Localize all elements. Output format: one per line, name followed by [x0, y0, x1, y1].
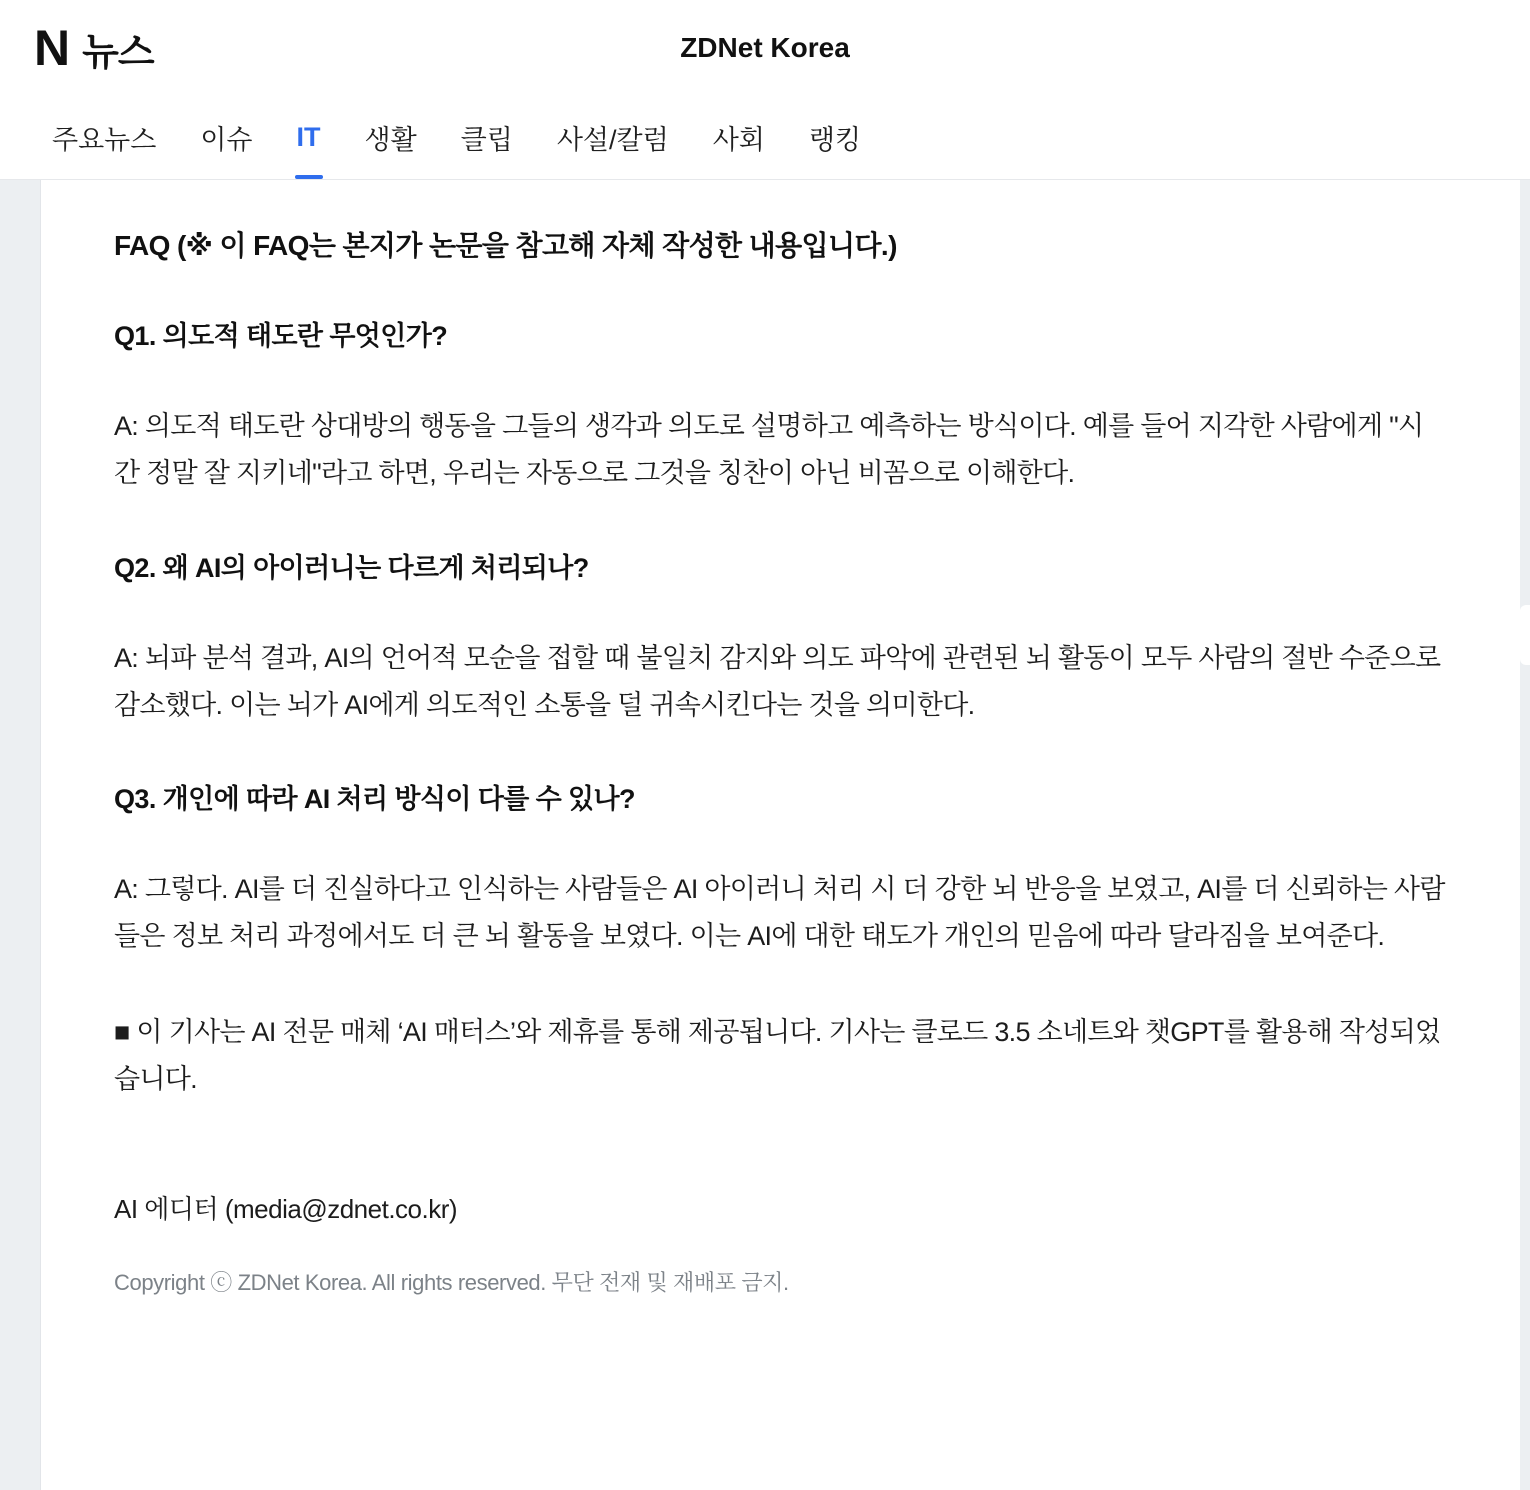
page-edge-notch [1520, 605, 1530, 665]
nav-item-life[interactable]: 생활 [364, 125, 417, 155]
article-partnership-note: ■ 이 기사는 AI 전문 매체 ‘AI 매터스’와 제휴를 통해 제공됩니다. 기사는 클로드 3.5 소네트와 챗GPT를 활용해 작성되었습니다. [114, 1016, 1441, 1094]
page-right-edge [1520, 180, 1530, 1490]
faq-answer-2: A: 뇌파 분석 결과, AI의 언어적 모순을 접할 때 불일치 감지와 의도 파악에 관련된 뇌 활동이 모두 사람의 절반 수준으로 감소했다. 이는 뇌가 AI에게 의도적인 소통을 덜 귀속시킨다는 것을 의미한다. [114, 642, 1441, 720]
nav-item-it[interactable]: IT [275, 96, 343, 179]
faq-question-1: Q1. 의도적 태도란 무엇인가? [114, 321, 448, 351]
naver-logo-icon: N [34, 20, 69, 76]
article-byline: AI 에디터 (media@zdnet.co.kr) [114, 1194, 458, 1224]
article-copyright: Copyright ⓒ ZDNet Korea. All rights reserved. 무단 전재 및 재배포 금지. [114, 1270, 789, 1295]
nav-item-main-news[interactable]: 주요뉴스 [52, 125, 157, 155]
page-content-area [0, 180, 1530, 1490]
press-title: ZDNet Korea [680, 32, 850, 63]
nav-item-ranking[interactable]: 랭킹 [808, 125, 862, 155]
nav-item-issue[interactable]: 이슈 [200, 125, 253, 155]
faq-answer-1: A: 의도적 태도란 상대방의 행동을 그들의 생각과 의도로 설명하고 예측하는 방식이다. 예를 들어 지각한 사람에게 "시간 정말 잘 지키네"라고 하면, 우리는 자동으로 그것을 칭찬이 아닌 비꼼으로 이해한다. [114, 411, 1424, 489]
nav-item-editorial-column[interactable]: 사설/칼럼 [556, 125, 669, 155]
category-nav [0, 96, 1530, 180]
faq-question-3: Q3. 개인에 따라 AI 처리 방식이 다를 수 있나? [114, 784, 635, 814]
faq-question-2: Q2. 왜 AI의 아이러니는 다르게 처리되나? [114, 552, 589, 583]
naver-news-label: 뉴스 [82, 31, 154, 74]
faq-answer-3: A: 그렇다. AI를 더 진실하다고 인식하는 사람들은 AI 아이러니 처리 시 더 강한 뇌 반응을 보였고, AI를 더 신뢰하는 사람들은 정보 처리 과정에서도 더 큰 뇌 활동을 보였다. 이는 AI에 대한 태도가 개인의 믿음에 따라 달라짐을 보여준다. [114, 874, 1445, 952]
naver-news-brand[interactable] [34, 21, 154, 76]
nav-item-clip[interactable]: 클립 [460, 125, 513, 155]
nav-item-society[interactable]: 사회 [712, 125, 765, 155]
faq-heading: FAQ (※ 이 FAQ는 본지가 논문을 참고해 자체 작성한 내용입니다.) [114, 230, 897, 261]
article-body [40, 180, 1522, 1490]
app-header [0, 0, 1530, 96]
